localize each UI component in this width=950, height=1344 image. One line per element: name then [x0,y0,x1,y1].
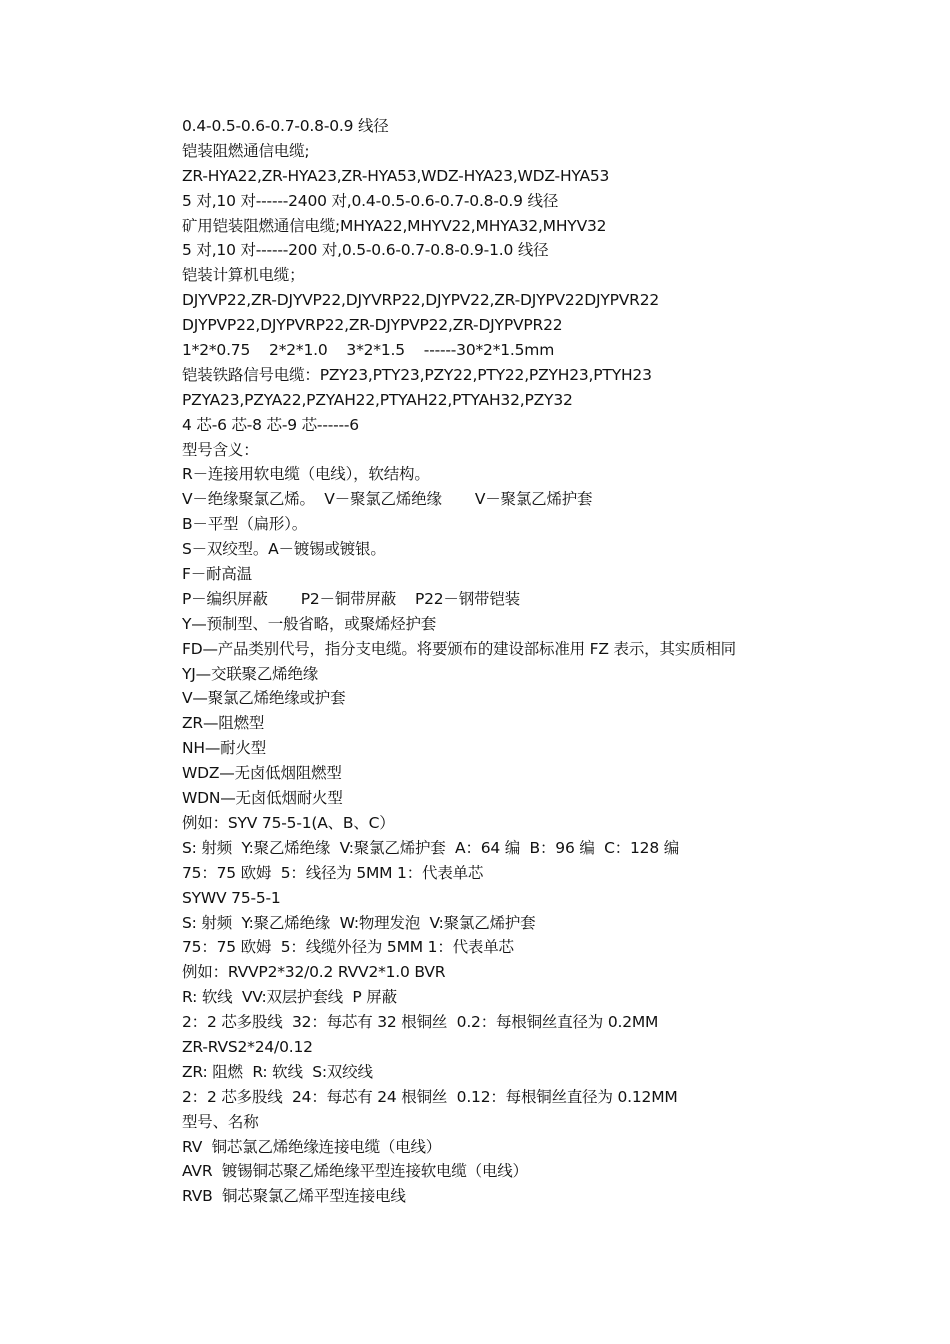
text-line: 75：75 欧姆 5：线缆外径为 5MM 1：代表单芯 [182,938,514,957]
text-line: S: 射频 Y:聚乙烯绝缘 V:聚氯乙烯护套 A：64 编 B：96 编 C：128 编 [182,838,680,857]
text-line: 铠装铁路信号电缆：PZY23,PTY23,PZY22,PTY22,PZYH23,PTYH23 [182,365,652,384]
text-line: 矿用铠装阻燃通信电缆;MHYA22,MHYV22,MHYA32,MHYV32 [182,216,607,235]
text-line: RV 铜芯氯乙烯绝缘连接电缆（电线） [182,1137,442,1156]
text-line: 铠装计算机电缆； [182,266,305,285]
text-line: 例如：SYV 75-5-1(A、B、C） [182,813,395,832]
text-line: R－连接用软电缆（电线），软结构。 [182,465,430,484]
text-line: S－双绞型。A－镀锡或镀银。 [182,540,386,559]
text-line: AVR 镀锡铜芯聚乙烯绝缘平型连接软电缆（电线） [182,1162,528,1181]
text-line: DJYVP22,ZR-DJYVP22,DJYVRP22,DJYPV22,ZR-DJYPV22DJYPVR22 [182,291,660,310]
text-line: 75：75 欧姆 5：线径为 5MM 1：代表单芯 [182,863,484,882]
text-line: P－编织屏蔽 P2－铜带屏蔽 P22－钢带铠装 [182,589,520,608]
text-line: WDZ—无卤低烟阻燃型 [182,764,342,783]
text-line: V—聚氯乙烯绝缘或护套 [182,689,346,708]
text-line: 1*2*0.75 2*2*1.0 3*2*1.5 ------30*2*1.5mm [182,341,555,360]
text-line: NH—耐火型 [182,739,267,758]
text-line: 例如：RVVP2*32/0.2 RVV2*1.0 BVR [182,963,446,982]
text-line: RVB 铜芯聚氯乙烯平型连接电线 [182,1187,406,1206]
text-line: 型号、名称 [182,1112,259,1131]
text-line: F－耐高温 [182,565,252,584]
text-line: SYWV 75-5-1 [182,888,281,907]
text-line: 4 芯-6 芯-8 芯-9 芯------6 [182,415,359,434]
text-line: 2：2 芯多股线 32：每芯有 32 根铜丝 0.2：每根铜丝直径为 0.2MM [182,1013,659,1032]
text-line: Y—预制型、一般省略，或聚烯烃护套 [182,614,437,633]
text-line: 5 对,10 对------200 对,0.5-0.6-0.7-0.8-0.9-1.0 线径 [182,241,549,260]
text-line: FD—产品类别代号，指分支电缆。将要颁布的建设部标准用 FZ 表示，其实质相同 [182,639,736,658]
text-line: V－绝缘聚氯乙烯。 V－聚氯乙烯绝缘 V－聚氯乙烯护套 [182,490,593,509]
text-line: S: 射频 Y:聚乙烯绝缘 W:物理发泡 V:聚氯乙烯护套 [182,913,536,932]
text-line: WDN—无卤低烟耐火型 [182,789,343,808]
text-line: ZR-RVS2*24/0.12 [182,1037,313,1056]
text-line: PZYA23,PZYA22,PZYAH22,PTYAH22,PTYAH32,PZY32 [182,390,573,409]
document-body [182,114,902,1209]
text-line: ZR-HYA22,ZR-HYA23,ZR-HYA53,WDZ-HYA23,WDZ-HYA53 [182,166,610,185]
text-line: B－平型（扁形）。 [182,515,308,534]
text-line: 2：2 芯多股线 24：每芯有 24 根铜丝 0.12：每根铜丝直径为 0.12MM [182,1087,678,1106]
text-line: 5 对,10 对------2400 对,0.4-0.5-0.6-0.7-0.8-0.9 线径 [182,191,559,210]
text-line: R: 软线 VV:双层护套线 P 屏蔽 [182,988,397,1007]
text-line: DJYPVP22,DJYPVRP22,ZR-DJYPVP22,ZR-DJYPVPR22 [182,316,563,335]
text-line: YJ—交联聚乙烯绝缘 [182,664,319,683]
text-line: ZR: 阻燃 R: 软线 S:双绞线 [182,1062,373,1081]
text-line: 铠装阻燃通信电缆; [182,141,310,160]
text-line: 型号含义： [182,440,259,459]
text-line: 0.4-0.5-0.6-0.7-0.8-0.9 线径 [182,117,389,135]
text-line: ZR—阻燃型 [182,714,265,733]
